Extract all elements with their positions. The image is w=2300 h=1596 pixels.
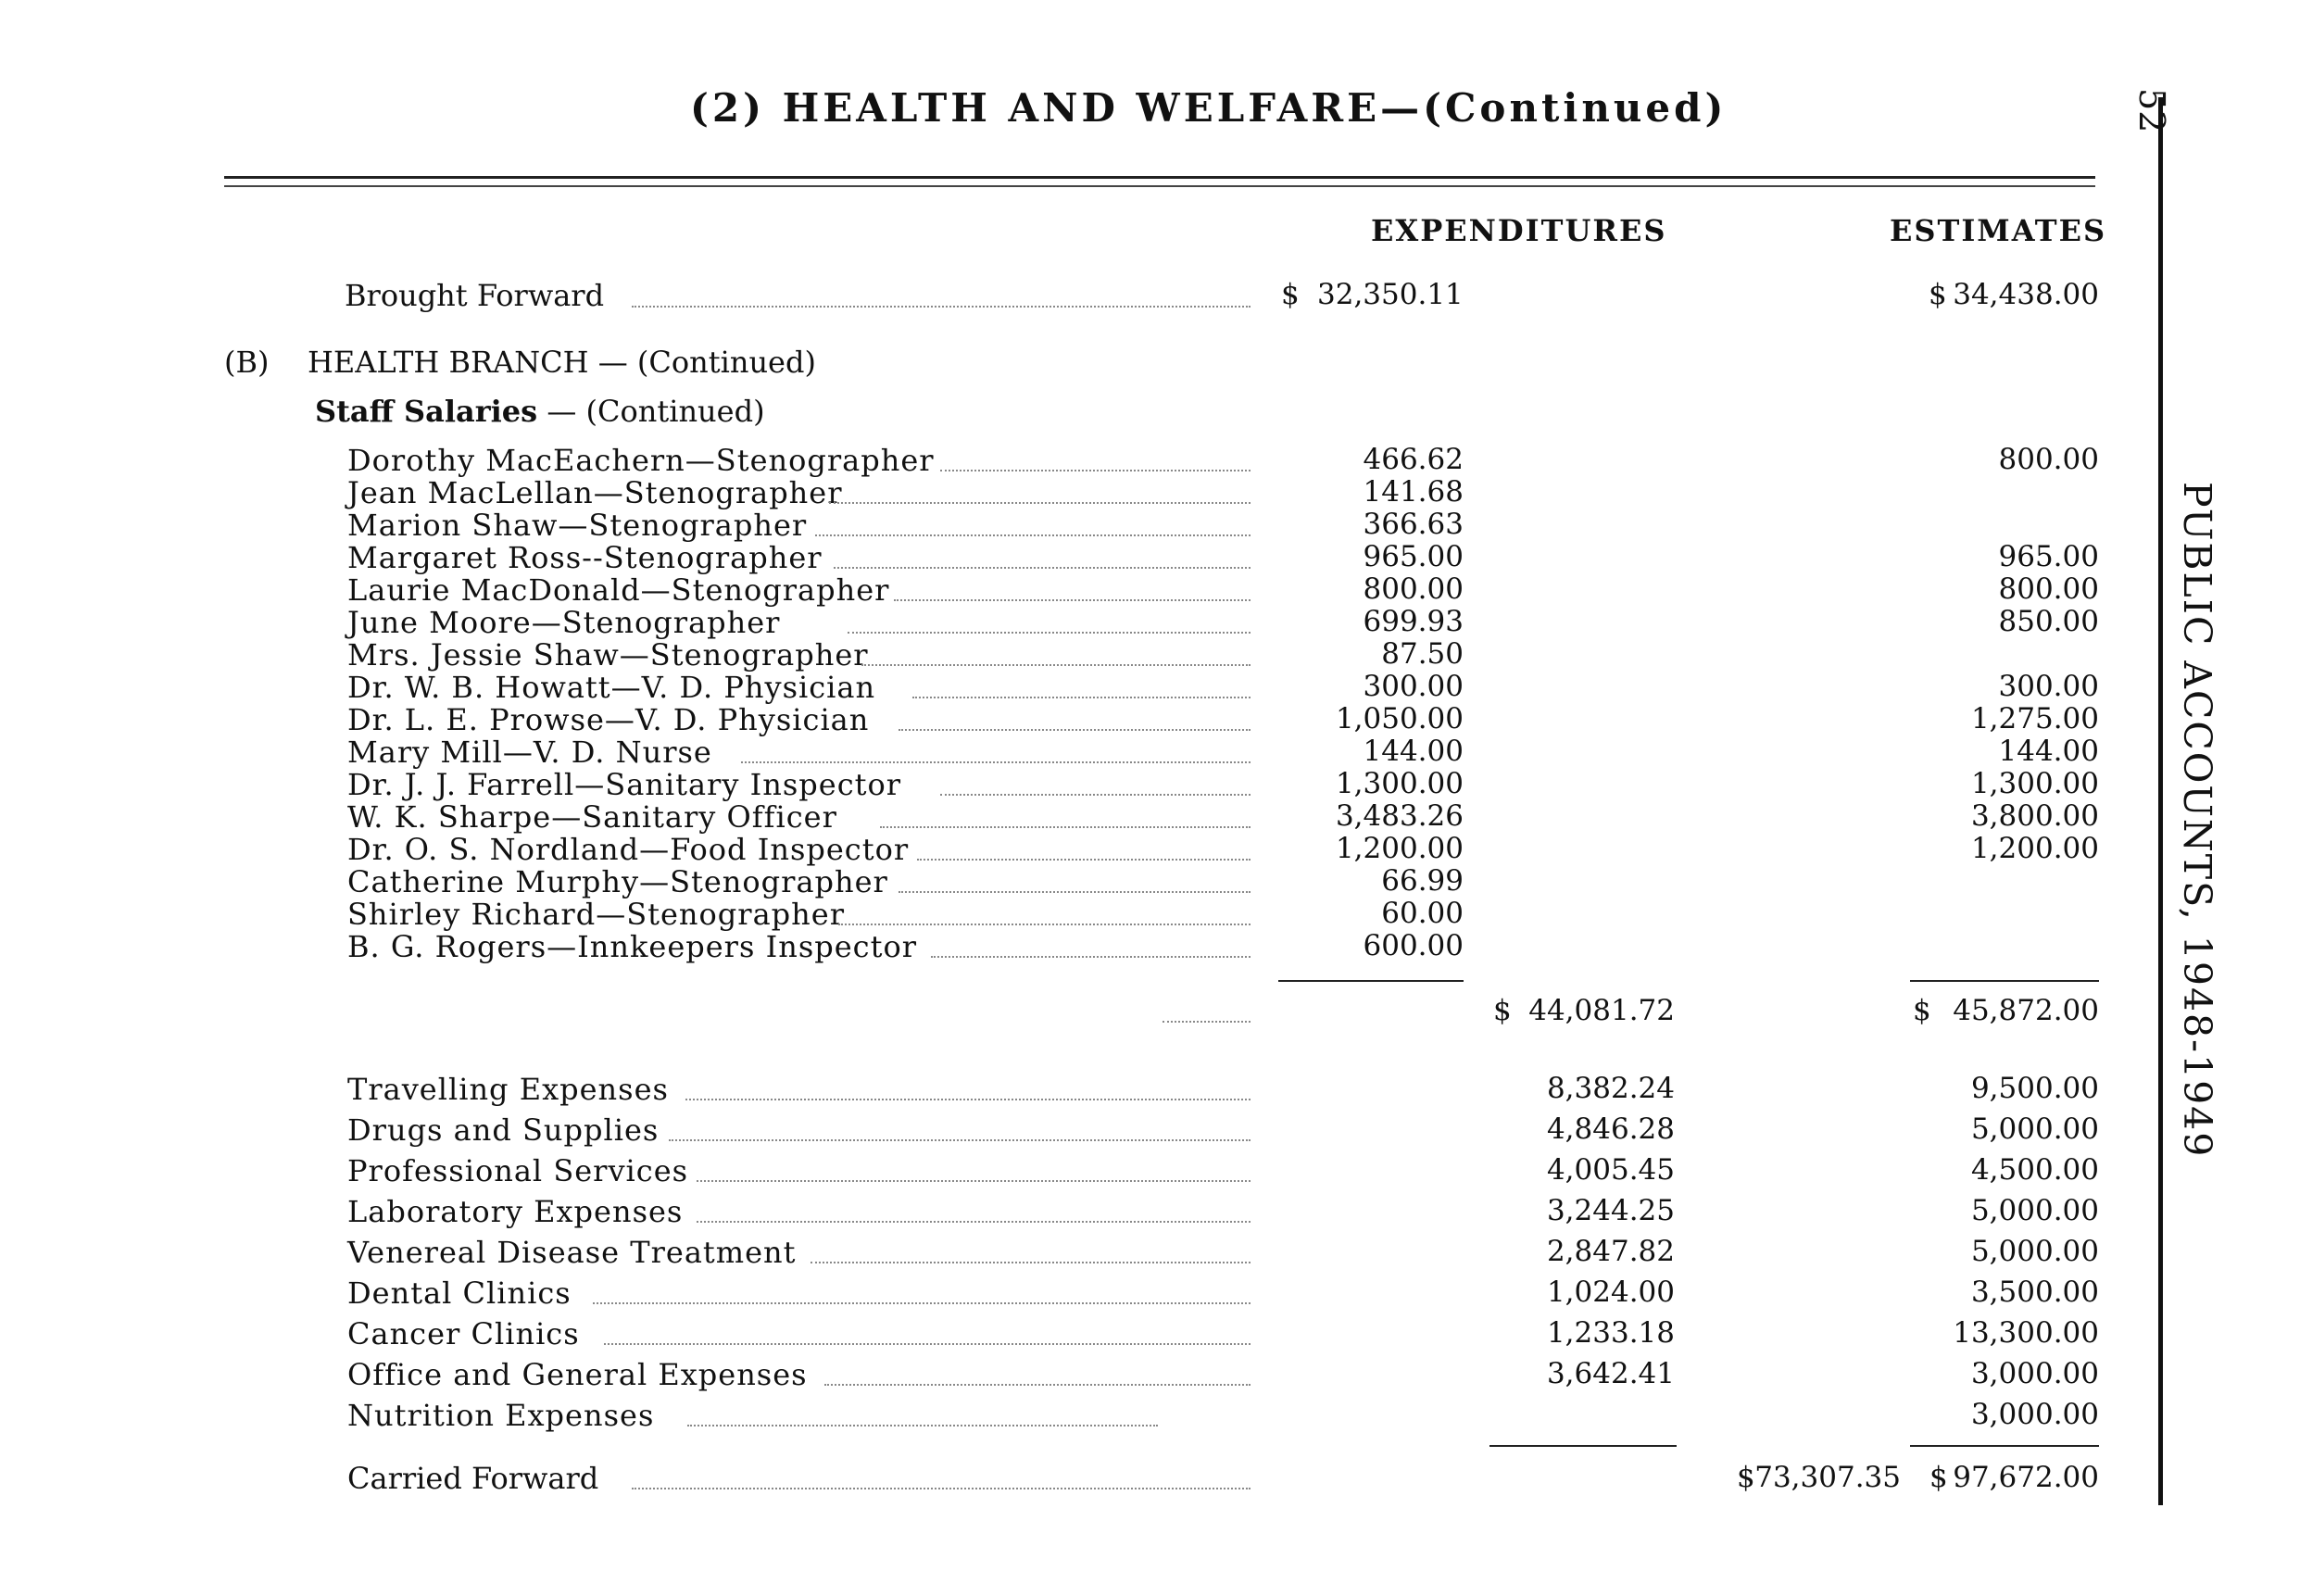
- salary-row-expenditure: 800.00: [1363, 572, 1464, 606]
- salary-row-estimate: 3,800.00: [1970, 799, 2099, 833]
- estimates-header: ESTIMATES: [1890, 213, 2107, 248]
- salaries-total-estimate: 45,872.00: [1953, 994, 2099, 1027]
- expenditures-header: EXPENDITURES: [1371, 213, 1667, 248]
- salary-row-label: Dr. J. J. Farrell—Sanitary Inspector: [347, 767, 902, 802]
- carried-forward-expenditure: 73,307.35: [1754, 1461, 1901, 1494]
- salary-row-label: Mary Mill—V. D. Nurse: [347, 735, 712, 770]
- salary-row-estimate: 800.00: [1998, 572, 2099, 606]
- expense-row-expenditure: 3,642.41: [1546, 1357, 1675, 1390]
- currency-symbol: $: [1737, 1461, 1755, 1494]
- salary-row-expenditure: 600.00: [1363, 929, 1464, 962]
- page-number: 52: [2131, 88, 2172, 133]
- leader-dots: [697, 1178, 1251, 1182]
- salary-row-label: W. K. Sharpe—Sanitary Officer: [347, 799, 837, 835]
- subsection-continued: — (Continued): [547, 394, 765, 429]
- salary-row-expenditure: 141.68: [1363, 475, 1464, 509]
- expense-row-estimate: 9,500.00: [1970, 1072, 2099, 1105]
- leader-dots: [824, 1382, 1251, 1386]
- salary-row-expenditure: 1,050.00: [1335, 702, 1464, 735]
- currency-symbol: $: [1929, 1461, 1948, 1494]
- salary-row-expenditure: 3,483.26: [1335, 799, 1464, 833]
- expense-row-estimate: 5,000.00: [1970, 1194, 2099, 1227]
- salary-row-label: Dr. W. B. Howatt—V. D. Physician: [347, 670, 876, 705]
- leader-dots: [829, 500, 1251, 504]
- salary-row-expenditure: 300.00: [1363, 670, 1464, 703]
- leader-dots: [861, 662, 1251, 666]
- salary-row-expenditure: 466.62: [1363, 443, 1464, 476]
- expense-row-expenditure: 2,847.82: [1546, 1235, 1675, 1268]
- expense-row-label: Nutrition Expenses: [347, 1398, 655, 1433]
- salary-row-label: Margaret Ross--Stenographer: [347, 540, 823, 575]
- expense-row-estimate: 4,500.00: [1970, 1153, 2099, 1187]
- salary-row-estimate: 300.00: [1998, 670, 2099, 703]
- salary-row-label: Shirley Richard—Stenographer: [347, 897, 845, 932]
- expense-row-label: Professional Services: [347, 1153, 689, 1188]
- currency-symbol: $: [1281, 278, 1300, 311]
- subtotal-underline: [1910, 980, 2099, 982]
- leader-dots: [880, 824, 1251, 828]
- subsection-title-text: Staff Salaries: [315, 394, 538, 429]
- currency-symbol: $: [1493, 994, 1512, 1027]
- leader-dots: [632, 1486, 1251, 1489]
- salary-row-expenditure: 1,200.00: [1335, 832, 1464, 865]
- salary-row-expenditure: 66.99: [1381, 864, 1464, 898]
- brought-forward-label: Brought Forward: [345, 278, 605, 313]
- salary-row-label: June Moore—Stenographer: [347, 605, 781, 640]
- leader-dots: [593, 1301, 1251, 1304]
- expense-row-estimate: 3,500.00: [1970, 1276, 2099, 1309]
- salary-row-label: Dr. L. E. Prowse—V. D. Physician: [347, 702, 870, 737]
- salary-row-expenditure: 60.00: [1381, 897, 1464, 930]
- section-title-text: HEALTH BRANCH: [308, 345, 589, 380]
- salary-row-expenditure: 965.00: [1363, 540, 1464, 573]
- expense-row-estimate: 5,000.00: [1970, 1235, 2099, 1268]
- expense-row-label: Office and General Expenses: [347, 1357, 808, 1392]
- salary-row-estimate: 965.00: [1998, 540, 2099, 573]
- total-underline: [1910, 1445, 2099, 1447]
- expense-row-label: Drugs and Supplies: [347, 1112, 660, 1148]
- page-title: (2) HEALTH AND WELFARE—(Continued): [690, 85, 1728, 131]
- expense-row-estimate: 13,300.00: [1953, 1316, 2099, 1350]
- expense-row-expenditure: 4,005.45: [1546, 1153, 1675, 1187]
- leader-dots: [697, 1219, 1251, 1223]
- section-code: (B): [224, 345, 270, 380]
- leader-dots: [894, 597, 1251, 601]
- expense-row-label: Venereal Disease Treatment: [347, 1235, 797, 1270]
- salary-row-estimate: 1,275.00: [1970, 702, 2099, 735]
- leader-dots: [899, 727, 1251, 731]
- leader-dots: [931, 954, 1251, 958]
- salary-row-expenditure: 144.00: [1363, 735, 1464, 768]
- expense-row-expenditure: 8,382.24: [1546, 1072, 1675, 1105]
- expense-row-expenditure: 4,846.28: [1546, 1112, 1675, 1146]
- leader-dots: [669, 1137, 1251, 1141]
- expense-row-label: Laboratory Expenses: [347, 1194, 684, 1229]
- leader-dots: [917, 857, 1251, 861]
- expense-row-estimate: 3,000.00: [1970, 1357, 2099, 1390]
- salary-row-label: Marion Shaw—Stenographer: [347, 508, 808, 543]
- leader-dots: [940, 468, 1251, 471]
- leader-dots: [834, 565, 1251, 569]
- leader-dots: [685, 1097, 1251, 1100]
- leader-dots: [604, 1341, 1251, 1345]
- expense-row-expenditure: 1,233.18: [1546, 1316, 1675, 1350]
- subtotal-underline: [1278, 980, 1464, 982]
- expense-row-label: Dental Clinics: [347, 1276, 572, 1311]
- salary-row-estimate: 850.00: [1998, 605, 2099, 638]
- side-caption: PUBLIC ACCOUNTS, 1948-1949: [2175, 482, 2219, 1159]
- leader-dots: [815, 533, 1251, 536]
- section-title: [308, 345, 816, 380]
- expense-row-label: Cancer Clinics: [347, 1316, 580, 1351]
- brought-forward-expenditure: 32,350.11: [1317, 278, 1464, 311]
- leader-dots: [811, 1260, 1251, 1263]
- currency-symbol: $: [1913, 994, 1931, 1027]
- leader-dots: [940, 792, 1251, 796]
- currency-symbol: $: [1929, 278, 1947, 311]
- salary-row-expenditure: 1,300.00: [1335, 767, 1464, 800]
- leader-dots: [899, 889, 1251, 893]
- leader-dots: [687, 1423, 1158, 1426]
- salary-row-label: Mrs. Jessie Shaw—Stenographer: [347, 637, 869, 672]
- section-continued: — (Continued): [597, 345, 816, 380]
- leader-dots: [741, 760, 1251, 763]
- salary-row-estimate: 1,300.00: [1970, 767, 2099, 800]
- salary-row-estimate: 144.00: [1998, 735, 2099, 768]
- header-rule: [224, 176, 2095, 179]
- salary-row-estimate: 800.00: [1998, 443, 2099, 476]
- expense-row-estimate: 5,000.00: [1970, 1112, 2099, 1146]
- salary-row-label: Dr. O. S. Nordland—Food Inspector: [347, 832, 910, 867]
- salary-row-expenditure: 699.93: [1363, 605, 1464, 638]
- salary-row-estimate: 1,200.00: [1970, 832, 2099, 865]
- expense-row-expenditure: 1,024.00: [1546, 1276, 1675, 1309]
- brought-forward-estimate: 34,438.00: [1953, 278, 2099, 311]
- leader-dots: [1163, 1019, 1251, 1023]
- margin-rule: [2158, 97, 2163, 1505]
- salary-row-expenditure: 366.63: [1363, 508, 1464, 541]
- total-underline: [1489, 1445, 1677, 1447]
- carried-forward-estimate: 97,672.00: [1953, 1461, 2099, 1494]
- header-rule-secondary: [224, 185, 2095, 187]
- leader-dots: [838, 922, 1251, 925]
- salary-row-expenditure: 87.50: [1381, 637, 1464, 671]
- expense-row-estimate: 3,000.00: [1970, 1398, 2099, 1431]
- leader-dots: [848, 630, 1251, 634]
- leader-dots: [912, 695, 1251, 698]
- carried-forward-label: Carried Forward: [347, 1461, 599, 1496]
- expense-row-label: Travelling Expenses: [347, 1072, 669, 1107]
- salary-row-label: B. G. Rogers—Innkeepers Inspector: [347, 929, 917, 964]
- expense-row-expenditure: 3,244.25: [1546, 1194, 1675, 1227]
- salary-row-label: Jean MacLellan—Stenographer: [347, 475, 843, 510]
- salary-row-label: Laurie MacDonald—Stenographer: [347, 572, 890, 608]
- salary-row-label: Catherine Murphy—Stenographer: [347, 864, 888, 899]
- salary-row-label: Dorothy MacEachern—Stenographer: [347, 443, 935, 478]
- subsection-title: [315, 394, 765, 429]
- leader-dots: [632, 304, 1251, 308]
- salaries-total-expenditure: 44,081.72: [1528, 994, 1675, 1027]
